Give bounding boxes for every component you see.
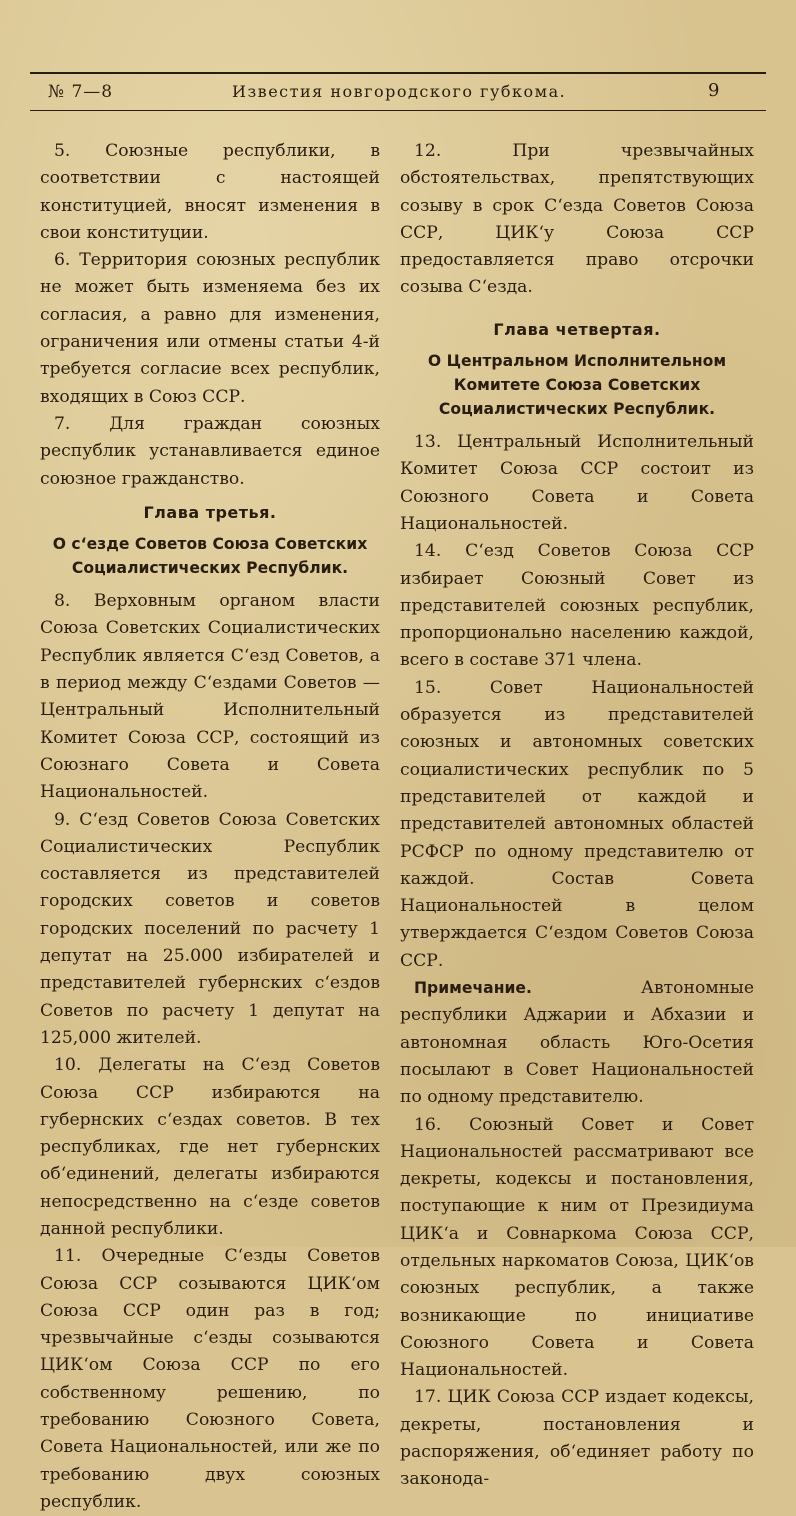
- article-14: 14. С‘езд Советов Союза ССР избирает Союзный Совет из представителей союзных республик, пропорционально населению каждой, всего в составе 371 члена.: [400, 541, 754, 671]
- note-label: Примечание.: [414, 979, 532, 998]
- article-10: 10. Делегаты на С‘езд Советов Союза ССР избираются на губернских с‘ездах советов. В тех республиках, где нет губернских об‘единений, делегаты избираются непосредственно на с‘езде советов данной республики.: [40, 1055, 380, 1239]
- article-16: 16. Союзный Совет и Совет Национальностей рассматривают все декреты, кодексы и постановления, поступающие к ним от Президиума ЦИК‘а и Совнаркома Союза ССР, отдельных наркоматов Союза, ЦИК‘ов союзных республик, а также возникающие по инициативе Союзного Совета и Совета Национальностей.: [400, 1114, 754, 1381]
- article-15: 15. Совет Национальностей образуется из представителей союзных и автономных советских социалистических республик по 5 представителей от каждой и представителей автономных областей РСФСР по одному представителю от каждой. Состав Совета Национальностей в целом утверждается С‘ездом Советов Союза ССР.: [400, 677, 754, 971]
- article-11: 11. Очередные С‘езды Советов Союза ССР созываются ЦИК‘ом Союза ССР один раз в год; чрезвычайные с‘езды созываются ЦИК‘ом Союза ССР по его собственному решению, по требованию Союзного Совета, Совета Национальностей, или же по требованию двух союзных республик.: [40, 1246, 380, 1512]
- article-5: 5. Союзные республики, в соответствии с настоящей конституцией, вносят изменения в свои конституции.: [40, 141, 380, 243]
- chapter-3-heading: О с‘езде Советов Союза Советских Социалистических Республик.: [52, 535, 368, 578]
- left-column: [40, 138, 380, 1516]
- article-8: 8. Верховным органом власти Союза Советских Социалистических Республик является С‘езд Советов, а в период между С‘ездами Советов — Центральный Исполнительный Комитет Союза ССР, состоящий из Союзнаго Совета и Совета Национальностей.: [40, 591, 380, 803]
- header-rule-bottom: [30, 110, 766, 111]
- issue-number: № 7—8: [48, 82, 114, 102]
- note-text: Автономные республики Аджарии и Абхазии и автономная область Юго-Осетия посылают в Совет Национальностей по одному представителю.: [400, 978, 754, 1108]
- article-9: 9. С‘езд Советов Союза Советских Социалистических Республик составляется из представителей городских советов и советов городских поселений по расчету 1 депутат на 25.000 избирателей и представителей губернских с‘ездов Советов по расчету 1 депутат на 125,000 жителей.: [40, 809, 380, 1048]
- article-17: 17. ЦИК Союза ССР издает кодексы, декреты, постановления и распоряжения, об‘единяет работу по законода-: [400, 1387, 754, 1490]
- publication-title: Известия новгородского губкома.: [232, 82, 567, 101]
- article-13: 13. Центральный Исполнительный Комитет Союза ССР состоит из Союзного Совета и Совета Национальностей.: [400, 432, 754, 534]
- page-number: 9: [708, 80, 720, 101]
- page-header: [0, 80, 796, 108]
- article-12: 12. При чрезвычайных обстоятельствах, препятствующих созыву в срок С‘езда Советов Союза ССР, ЦИК‘у Союза ССР предоставляется право отсрочки созыва С‘езда.: [400, 141, 754, 298]
- chapter-3-title: Глава третья.: [143, 502, 277, 522]
- chapter-4-heading: О Центральном Исполнительном Комитете Союза Советских Социалистических Республик.: [427, 352, 727, 419]
- note-paragraph: [400, 975, 754, 1111]
- right-column: [400, 138, 754, 1494]
- header-rule-top: [30, 72, 766, 74]
- article-6: 6. Территория союзных республик не может быть изменяема без их согласия, а равно для изменения, ограничения или отмены статьи 4-й требуется согласие всех республик, входящих в Союз ССР.: [40, 250, 380, 407]
- chapter-4-title: Глава четвертая.: [493, 319, 661, 339]
- article-7: 7. Для граждан союзных республик устанавливается единое союзное гражданство.: [40, 413, 380, 489]
